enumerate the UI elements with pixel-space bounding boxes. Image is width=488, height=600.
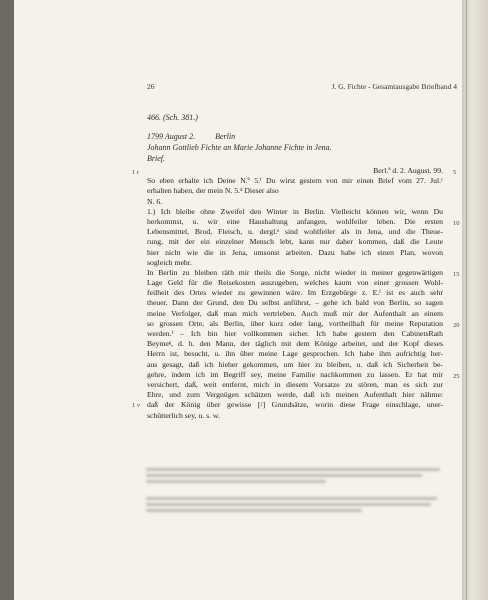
body-line: Ehre, und zum Vergnügen schätzen werde, daß ich meinen Aufenthalt hier nähme: <box>147 390 443 400</box>
body-line: versichert, daß, weit entfernt, mich in diesem Vorsatze zu stören, man es sich zur <box>147 379 443 389</box>
line-number: 20 <box>453 322 460 329</box>
letter-type: Brief. <box>147 154 165 163</box>
letter-metadata <box>147 112 457 164</box>
body-line: Lage Geld für die Reisekosten auszugeben, welches kaum von einer grossen Wohl- <box>147 278 443 288</box>
body-line: meine Verfolger, daß man mich vertrieben. Auch muß mir der Aufenthalt an einem <box>147 308 443 318</box>
body-line: 1.) Ich bleibe ohne Zweifel den Winter in Berlin. Vielleicht können wir, wenn Du <box>147 206 443 216</box>
body-line: werden.ᶠ – Ich bin hier vollkommen sicher. Ich habe gestern den CabinetsRath <box>147 329 443 338</box>
body-line: rung, mit der ein einzelner Mensch lebt, kann nur daher kommen, daß die Leute <box>147 237 443 247</box>
body-line: so grossen Orte, als Berlin, über kurz oder lang, vortheilhaft für meine Reputation <box>147 318 443 328</box>
body-line: herkommst, u. wir eine Haushaltung anfangen, wohlfeiler leben. Die ersten <box>147 216 443 226</box>
letter-body <box>132 166 460 421</box>
body-line: Lebensmittel, Brod, Fleisch, u. dergl.ᵉ sind wohlfeiler als in Jena, und die Theue- <box>147 227 443 237</box>
letter-title: Johann Gottlieb Fichte an Marie Johanne Fichte in Jena. <box>147 143 332 152</box>
line-number: 10 <box>453 220 460 227</box>
body-line: gehre, indem ich im Begriff sey, meine Familie nachkommen zu lassen. Er hat mir <box>147 369 443 379</box>
body-line: erhalten haben, der mein N. 5.ᵈ Dieser also <box>147 186 279 196</box>
gutter-divider <box>466 0 467 600</box>
letter-date-place <box>147 131 457 142</box>
line-number: 25 <box>453 373 460 380</box>
body-line: Herrn ist, besucht, u. ihn über meine Lage gesprochen. Ich habe ihm aufrichtig her- <box>147 349 443 359</box>
body-line: schütterlich sey, u. s. w. <box>147 410 220 420</box>
body-line: aus gesagt, daß ich hieher gekommen, um hier zu bleiben, u. daß ich Sicherheit be- <box>147 359 443 369</box>
body-line: N. 6. <box>147 196 163 206</box>
body-line: feilheit des Ortes wieder zu gewinnen wäre. Im Erzgebürge z. E.ᶠ ist es auch sehr <box>147 288 443 298</box>
margin-mark-1v: 1 v <box>132 402 141 409</box>
body-line: So eben erhalte ich Deine N.º 5.ᶠ Du wirst gestern von mir einen Brief vom 27. Jul.ᶜ <box>147 176 443 186</box>
body-line: hier nicht wie die in Jena, umsonst arbeiten. Dazu habe ich einen Plan, wovon <box>147 247 443 257</box>
running-title: J. G. Fichte - Gesamtausgabe Briefband 4 <box>331 82 457 91</box>
line-number: 5 <box>453 169 457 176</box>
body-line: Beymeᵍ, d. h. den Mann, der täglich mit dem Könige arbeitet, und der Kopf dieses <box>147 339 443 349</box>
body-line: sogleich mehr. <box>147 257 192 267</box>
body-line: theuer. Dann der Grund, den Du selbst anführst, – gehe ich bald von Berlin, so sagen <box>147 298 443 308</box>
margin-mark-1r: 1 r <box>132 169 140 176</box>
letter-number: 466. (Sch. 381.) <box>147 113 198 122</box>
footnotes-blurred <box>146 465 446 515</box>
book-page <box>14 0 462 600</box>
page-number: 26 <box>147 82 155 91</box>
letter-place: Berlin <box>215 132 236 141</box>
letter-date: 1799 August 2. <box>147 132 196 141</box>
line-number: 15 <box>453 271 460 278</box>
body-line: In Berlin zu bleiben räth mir theils die Sorge, nicht wieder in meiner gegenwärtigen <box>147 267 443 277</box>
dateline: Berl.ª d. 2. August. 99. <box>373 166 443 175</box>
body-line: daß der König über gewisse [/] Grundsätze, worin diese Frage einschlage, uner- <box>147 400 443 410</box>
